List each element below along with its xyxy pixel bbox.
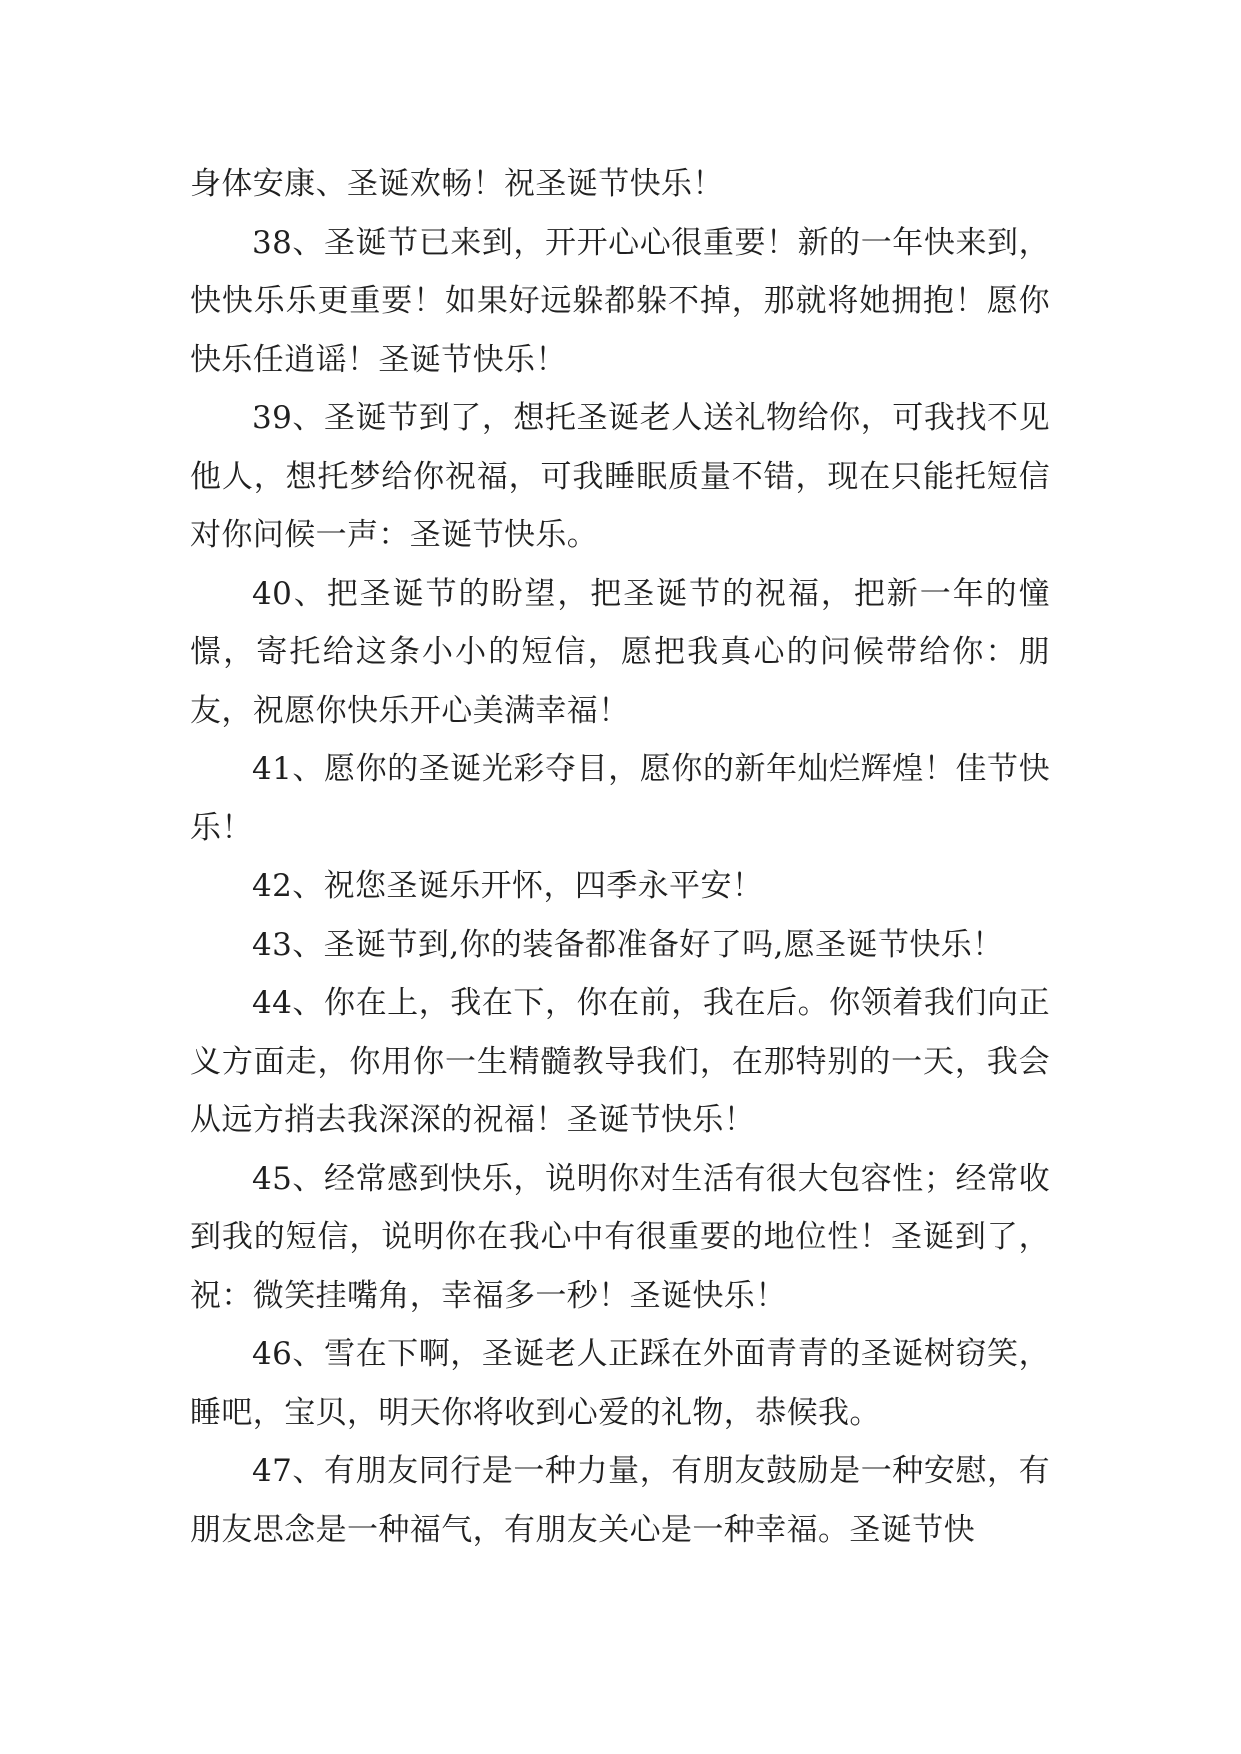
paragraph-46: 46、雪在下啊，圣诞老人正踩在外面青青的圣诞树窃笑，睡吧，宝贝，明天你将收到心爱的礼物，恭候我。	[190, 1336, 1050, 1431]
paragraph-41: 41、愿你的圣诞光彩夺目，愿你的新年灿烂辉煌！佳节快乐！	[190, 751, 1050, 846]
paragraph-47: 47、有朋友同行是一种力量，有朋友鼓励是一种安慰，有朋友思念是一种福气，有朋友关心是一种幸福。圣诞节快	[190, 1453, 1050, 1548]
paragraph-continuation: 身体安康、圣诞欢畅！祝圣诞节快乐！	[190, 166, 724, 202]
document-body	[190, 155, 1050, 1559]
paragraph-39: 39、圣诞节到了，想托圣诞老人送礼物给你，可我找不见他人，想托梦给你祝福，可我睡眠质量不错，现在只能托短信对你问候一声：圣诞节快乐。	[190, 400, 1050, 553]
paragraph-44: 44、你在上，我在下，你在前，我在后。你领着我们向正义方面走，你用你一生精髓教导我们，在那特别的一天，我会从远方捎去我深深的祝福！圣诞节快乐！	[190, 985, 1050, 1138]
paragraph-45: 45、经常感到快乐，说明你对生活有很大包容性；经常收到我的短信，说明你在我心中有很重要的地位性！圣诞到了，祝：微笑挂嘴角，幸福多一秒！圣诞快乐！	[190, 1160, 1050, 1314]
paragraph-43: 43、圣诞节到,你的装备都准备好了吗,愿圣诞节快乐！	[252, 926, 1004, 963]
paragraph-38: 38、圣诞节已来到，开开心心很重要！新的一年快来到，快快乐乐更重要！如果好远躲都躲不掉，那就将她拥抱！愿你快乐任逍谣！圣诞节快乐！	[190, 224, 1050, 378]
paragraph-40: 40、把圣诞节的盼望，把圣诞节的祝福，把新一年的憧憬，寄托给这条小小的短信，愿把我真心的问候带给你：朋友，祝愿你快乐开心美满幸福！	[190, 575, 1050, 729]
paragraph-42: 42、祝您圣诞乐开怀，四季永平安！	[252, 868, 764, 904]
